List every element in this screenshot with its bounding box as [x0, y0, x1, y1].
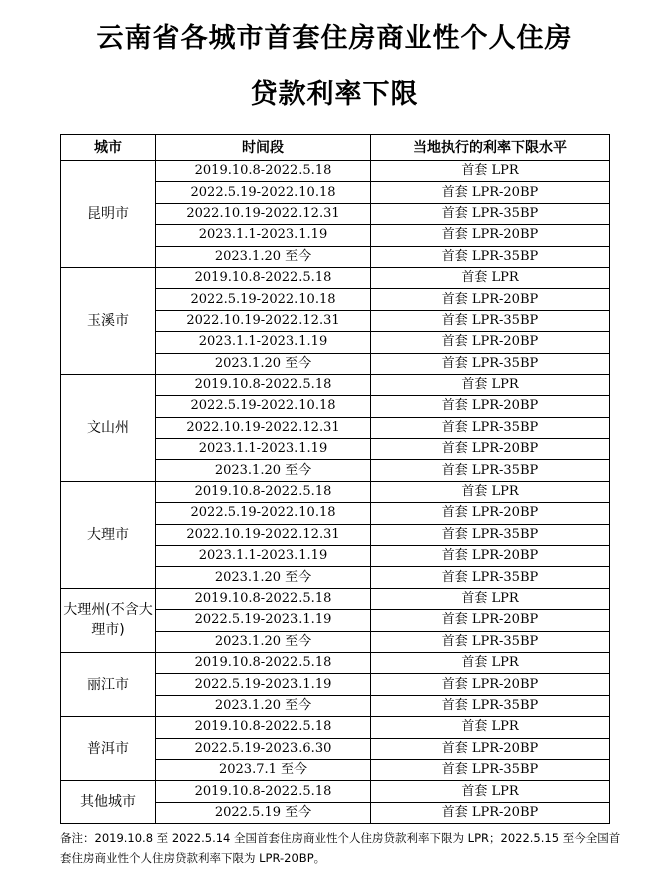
period-cell: 2019.10.8-2022.5.18 [156, 374, 371, 395]
rate-cell: 首套 LPR-35BP [371, 631, 610, 652]
footnote: 备注：2019.10.8 至 2022.5.14 全国首套住房商业性个人住房贷款利率下限为 LPR；2022.5.15 至今全国首套住房商业性个人住房贷款利率下限为 LPR-20BP。 [60, 831, 621, 865]
rate-cell: 首套 LPR-20BP [371, 738, 610, 759]
period-cell: 2022.10.19-2022.12.31 [156, 203, 371, 224]
rate-cell: 首套 LPR-35BP [371, 695, 610, 716]
period-cell: 2022.5.19-2023.6.30 [156, 738, 371, 759]
rate-cell: 首套 LPR-20BP [371, 439, 610, 460]
city-cell: 普洱市 [61, 717, 156, 781]
rate-cell: 首套 LPR-35BP [371, 310, 610, 331]
period-cell: 2019.10.8-2022.5.18 [156, 781, 371, 802]
rate-cell: 首套 LPR [371, 588, 610, 609]
period-cell: 2022.10.19-2022.12.31 [156, 524, 371, 545]
rate-cell: 首套 LPR-20BP [371, 503, 610, 524]
table-row [61, 652, 610, 673]
rate-cell: 首套 LPR-35BP [371, 524, 610, 545]
period-cell: 2019.10.8-2022.5.18 [156, 161, 371, 182]
period-cell: 2023.1.20 至今 [156, 695, 371, 716]
period-cell: 2023.1.1-2023.1.19 [156, 439, 371, 460]
period-cell: 2022.5.19-2022.10.18 [156, 289, 371, 310]
period-cell: 2019.10.8-2022.5.18 [156, 588, 371, 609]
period-cell: 2019.10.8-2022.5.18 [156, 267, 371, 288]
rate-cell: 首套 LPR-35BP [371, 417, 610, 438]
city-cell: 大理州(不含大理市) [61, 588, 156, 652]
period-cell: 2019.10.8-2022.5.18 [156, 652, 371, 673]
rate-cell: 首套 LPR [371, 374, 610, 395]
table-row [61, 781, 610, 802]
period-cell: 2022.5.19-2022.10.18 [156, 182, 371, 203]
city-cell: 丽江市 [61, 652, 156, 716]
period-cell: 2019.10.8-2022.5.18 [156, 717, 371, 738]
column-header-city: 城市 [61, 135, 156, 161]
rate-cell: 首套 LPR-35BP [371, 246, 610, 267]
table-row [61, 267, 610, 288]
rate-cell: 首套 LPR-20BP [371, 225, 610, 246]
period-cell: 2023.1.20 至今 [156, 353, 371, 374]
rate-cell: 首套 LPR-20BP [371, 674, 610, 695]
rate-cell: 首套 LPR [371, 267, 610, 288]
period-cell: 2022.5.19-2023.1.19 [156, 610, 371, 631]
rate-cell: 首套 LPR-35BP [371, 759, 610, 780]
rate-cell: 首套 LPR [371, 717, 610, 738]
period-cell: 2023.7.1 至今 [156, 759, 371, 780]
rate-cell: 首套 LPR [371, 481, 610, 502]
document-title-line-1: 云南省各城市首套住房商业性个人住房 [96, 23, 573, 54]
rate-cell: 首套 LPR [371, 652, 610, 673]
column-header-period: 时间段 [156, 135, 371, 161]
period-cell: 2022.5.19-2022.10.18 [156, 503, 371, 524]
city-cell: 大理市 [61, 481, 156, 588]
period-cell: 2022.10.19-2022.12.31 [156, 310, 371, 331]
period-cell: 2022.5.19-2023.1.19 [156, 674, 371, 695]
period-cell: 2022.5.19 至今 [156, 802, 371, 823]
period-cell: 2023.1.20 至今 [156, 631, 371, 652]
column-header-rate-floor: 当地执行的利率下限水平 [371, 135, 610, 161]
period-cell: 2023.1.20 至今 [156, 246, 371, 267]
rate-cell: 首套 LPR-20BP [371, 546, 610, 567]
table-header-row [61, 135, 610, 161]
rate-cell: 首套 LPR-20BP [371, 332, 610, 353]
rate-cell: 首套 LPR [371, 781, 610, 802]
document-title-line-2: 贷款利率下限 [250, 79, 419, 110]
rate-cell: 首套 LPR-20BP [371, 802, 610, 823]
period-cell: 2023.1.20 至今 [156, 567, 371, 588]
table-row [61, 717, 610, 738]
table-body [61, 161, 610, 824]
period-cell: 2023.1.1-2023.1.19 [156, 546, 371, 567]
period-cell: 2023.1.1-2023.1.19 [156, 225, 371, 246]
city-cell: 其他城市 [61, 781, 156, 824]
table-row [61, 161, 610, 182]
period-cell: 2022.5.19-2022.10.18 [156, 396, 371, 417]
rate-cell: 首套 LPR-20BP [371, 610, 610, 631]
period-cell: 2019.10.8-2022.5.18 [156, 481, 371, 502]
table-row [61, 374, 610, 395]
city-cell: 昆明市 [61, 161, 156, 268]
period-cell: 2022.10.19-2022.12.31 [156, 417, 371, 438]
rate-cell: 首套 LPR-35BP [371, 460, 610, 481]
rate-cell: 首套 LPR-20BP [371, 182, 610, 203]
rate-cell: 首套 LPR-20BP [371, 289, 610, 310]
rate-floor-table [60, 134, 610, 824]
period-cell: 2023.1.1-2023.1.19 [156, 332, 371, 353]
city-cell: 文山州 [61, 374, 156, 481]
rate-cell: 首套 LPR [371, 161, 610, 182]
rate-cell: 首套 LPR-35BP [371, 353, 610, 374]
city-cell: 玉溪市 [61, 267, 156, 374]
rate-cell: 首套 LPR-35BP [371, 567, 610, 588]
table-row [61, 481, 610, 502]
rate-cell: 首套 LPR-35BP [371, 203, 610, 224]
period-cell: 2023.1.20 至今 [156, 460, 371, 481]
table-row [61, 588, 610, 609]
rate-cell: 首套 LPR-20BP [371, 396, 610, 417]
